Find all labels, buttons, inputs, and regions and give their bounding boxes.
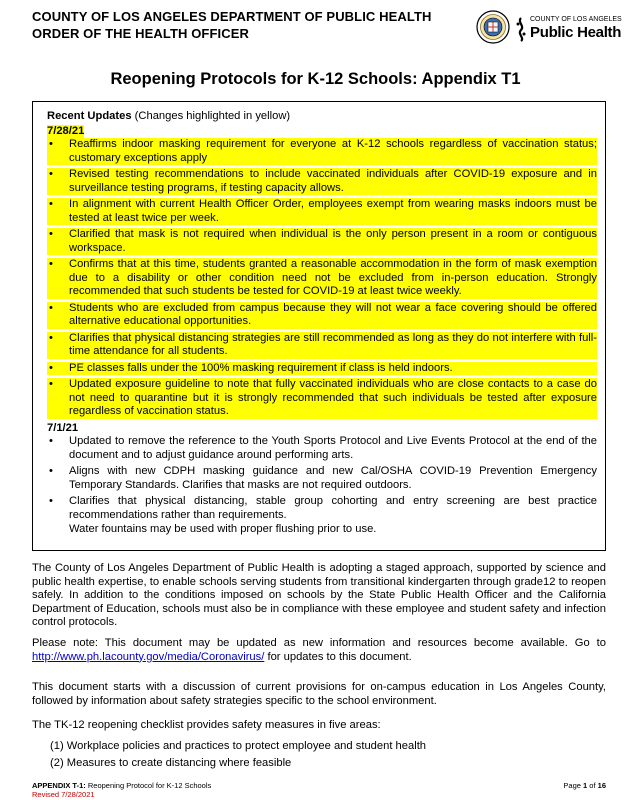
checklist-area-item: (1) Workplace policies and practices to protect employee and student health	[50, 740, 427, 752]
coronavirus-link[interactable]: http://www.ph.lacounty.gov/media/Coronavirus/	[32, 650, 265, 663]
update-date-2: 7/1/21	[47, 421, 79, 434]
list-item: • Aligns with new CDPH masking guidance and new Cal/OSHA COVID-19 Prevention Emergency Temporary Standards. Clarifies that masks are not required outdoors.	[49, 465, 597, 491]
list-item-text: Clarified that mask is not required when individual is the only person present in a room or contiguous workspace.	[69, 228, 597, 254]
list-item: • Clarifies that physical distancing, stable group cohorting and entry screening are best practice recommendations rather than requirements.	[49, 495, 597, 521]
update-date-1: 7/28/21	[47, 124, 85, 137]
list-item-text: Updated exposure guideline to note that fully vaccinated individuals who are close contacts to a case do not need to quarantine but it is strongly recommended that such individuals be tested after exposure regardless of vaccination status.	[69, 378, 597, 417]
footer-appendix-label: APPENDIX T-1:	[32, 781, 86, 790]
list-item: • In alignment with current Health Officer Order, employees exempt from wearing masks indoors must be tested at least twice per week.	[49, 198, 597, 224]
note-text-before: Please note: This document may be updated as new information and resources become available. Go to	[32, 637, 606, 649]
checklist-intro: The TK-12 reopening checklist provides safety measures in five areas:	[32, 719, 381, 731]
list-item: • PE classes falls under the 100% masking requirement if class is held indoors.	[47, 362, 597, 376]
update-list-1	[47, 138, 597, 419]
list-item-text: Clarifies that physical distancing strategies are still recommended as long as they do not interfere with full-time attendance for all students.	[69, 331, 597, 357]
note-paragraph	[32, 637, 606, 664]
list-item: • Clarifies that physical distancing strategies are still recommended as long as they do not interfere with full-time attendance for all students.	[49, 331, 597, 357]
page-number	[563, 781, 606, 790]
public-health-mark-icon	[514, 16, 528, 42]
page-prefix: Page	[563, 781, 581, 790]
list-item: • Revised testing recommendations to include vaccinated individuals after COVID-19 exposure and in surveillance testing programs, if testing capacity allows.	[49, 168, 597, 194]
list-item: • Confirms that at this time, students granted a reasonable accommodation in the form of mask exemption due to a disability or other condition need not be excluded from in-person education. Strongly recommended that such students be tested for COVID-19 at least twice weekly.	[49, 258, 597, 297]
list-item: • Students who are excluded from campus because they will not wear a face covering should be offered alternative educational opportunities.	[49, 301, 597, 327]
county-seal-icon	[476, 10, 510, 44]
updates-heading-note: (Changes highlighted in yellow)	[134, 110, 291, 122]
logo-county-text: COUNTY OF LOS ANGELES	[530, 16, 622, 23]
page-current: 1	[583, 781, 588, 790]
update-list-2	[47, 435, 597, 522]
list-item-text: Aligns with new CDPH masking guidance and new Cal/OSHA COVID-19 Prevention Emergency Temporary Standards. Clarifies that masks are not required outdoors.	[69, 465, 597, 491]
list-item-text: Revised testing recommendations to include vaccinated individuals after COVID-19 exposure and in surveillance testing programs, if testing capacity allows.	[69, 168, 597, 194]
page-of: of	[589, 781, 596, 790]
page-total: 16	[597, 781, 606, 790]
list-item: • Updated to remove the reference to the Youth Sports Protocol and Live Events Protocol at the end of the document and to adjust guidance around performing arts.	[49, 435, 597, 461]
list-item-text: Clarifies that physical distancing, stable group cohorting and entry screening are best practice recommendations rather than requirements.	[69, 495, 597, 521]
header-line-2: ORDER OF THE HEALTH OFFICER	[32, 26, 249, 41]
page-footer	[32, 781, 606, 799]
footer-doc-name: Reopening Protocol for K-12 Schools	[87, 781, 212, 790]
list-item: • Reaffirms indoor masking requirement for everyone at K-12 schools regardless of vaccination status; customary exceptions apply	[49, 138, 597, 164]
updates-heading-label: Recent Updates	[47, 110, 132, 122]
recent-updates-box	[32, 101, 606, 551]
list-item-text: Updated to remove the reference to the Youth Sports Protocol and Live Events Protocol at the end of the document and to adjust guidance around performing arts.	[69, 435, 597, 461]
header-line-1: COUNTY OF LOS ANGELES DEPARTMENT OF PUBLIC HEALTH	[32, 9, 432, 24]
list-item-text: PE classes falls under the 100% masking requirement if class is held indoors.	[69, 361, 453, 374]
public-health-logo	[514, 12, 622, 46]
list-item-text: Students who are excluded from campus because they will not wear a face covering should be offered alternative educational opportunities.	[69, 301, 597, 327]
list-item-text: In alignment with current Health Officer Order, employees exempt from wearing masks indoors must be tested at least twice per week.	[69, 198, 597, 224]
document-title: Reopening Protocols for K-12 Schools: Appendix T1	[110, 70, 521, 88]
footer-doc-line	[32, 781, 606, 790]
water-fountain-note: Water fountains may be used with proper flushing prior to use.	[69, 523, 377, 535]
checklist-area-item: (2) Measures to create distancing where feasible	[50, 757, 292, 769]
note-text-after: for updates to this document.	[264, 650, 412, 663]
list-item-text: Reaffirms indoor masking requirement for everyone at K-12 schools regardless of vaccination status; customary exceptions apply	[69, 138, 597, 164]
intro-paragraph: The County of Los Angeles Department of Public Health is adopting a staged approach, supported by science and public health expertise, to enable schools serving students from transitional kindergarten through grade12 to reopen safely. In addition to the conditions imposed on schools by the State Public Health Officer and the California Department of Education, schools must also be in compliance with these employee and student safety and infection control protocols.	[32, 562, 606, 629]
logo-public-health-text: Public Health	[530, 24, 622, 41]
list-item: • Updated exposure guideline to note that fully vaccinated individuals who are close contacts to a case do not need to quarantine but it is strongly recommended that such individuals be tested after exposure regardless of vaccination status.	[49, 378, 597, 417]
footer-revised: Revised 7/28/2021	[32, 790, 95, 799]
overview-paragraph: This document starts with a discussion of current provisions for on-campus education in Los Angeles County, followed by information about safety strategies specific to the school environment.	[32, 681, 606, 707]
list-item: • Clarified that mask is not required when individual is the only person present in a room or contiguous workspace.	[49, 228, 597, 254]
checklist-areas	[50, 738, 426, 772]
updates-heading	[47, 110, 597, 124]
list-item-text: Confirms that at this time, students granted a reasonable accommodation in the form of mask exemption due to a disability or other condition need not be excluded from in-person education. Strongly recommended that such students be tested for COVID-19 at least twice weekly.	[69, 258, 597, 297]
